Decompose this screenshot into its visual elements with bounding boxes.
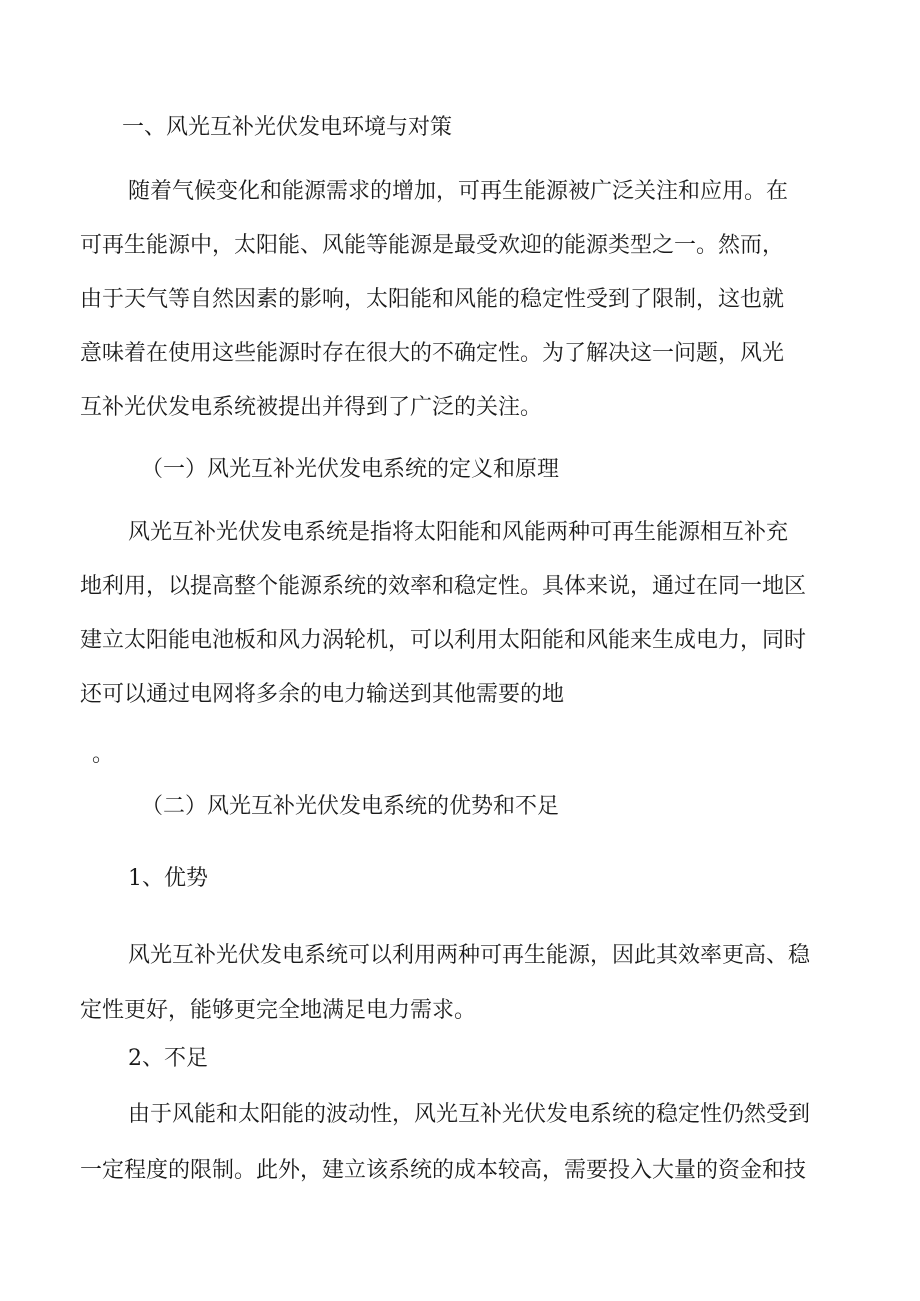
item-heading-shortcomings: 2、不足 [128, 1046, 208, 1071]
para-4-line-1: 由于风能和太阳能的波动性，风光互补光伏发电系统的稳定性仍然受到 [128, 1102, 811, 1127]
para-2-line-3: 建立太阳能电池板和风力涡轮机，可以利用太阳能和风能来生成电力，同时 [80, 628, 807, 653]
para-1-line-2: 可再生能源中，太阳能、风能等能源是最受欢迎的能源类型之一。然而， [80, 233, 785, 258]
para-1-line-4: 意味着在使用这些能源时存在很大的不确定性。为了解决这一问题，风光 [80, 341, 785, 366]
para-1-line-1: 随着气候变化和能源需求的增加，可再生能源被广泛关注和应用。在 [128, 179, 789, 204]
item-heading-advantages: 1、优势 [128, 866, 208, 891]
para-1-line-5: 互补光伏发电系统被提出并得到了广泛的关注。 [80, 395, 543, 420]
para-4-line-2: 一定程度的限制。此外，建立该系统的成本较高，需要投入大量的资金和技 [80, 1158, 807, 1183]
para-2-line-5: 。 [92, 742, 115, 767]
para-2-line-1: 风光互补光伏发电系统是指将太阳能和风能两种可再生能源相互补充 [128, 520, 789, 545]
subsection-heading-definition: （一）风光互补光伏发电系统的定义和原理 [141, 457, 560, 482]
para-2-line-4: 还可以通过电网将多余的电力输送到其他需要的地 [80, 682, 565, 707]
subsection-heading-advantages: （二）风光互补光伏发电系统的优势和不足 [141, 794, 560, 819]
para-3-line-2: 定性更好，能够更完全地满足电力需求。 [80, 998, 477, 1023]
para-1-line-3: 由于天气等自然因素的影响，太阳能和风能的稳定性受到了限制，这也就 [80, 287, 785, 312]
para-2-line-2: 地利用，以提高整个能源系统的效率和稳定性。具体来说，通过在同一地区 [80, 574, 807, 599]
section-heading: 一、风光互补光伏发电环境与对策 [122, 115, 453, 140]
para-3-line-1: 风光互补光伏发电系统可以利用两种可再生能源，因此其效率更高、稳 [128, 943, 811, 968]
